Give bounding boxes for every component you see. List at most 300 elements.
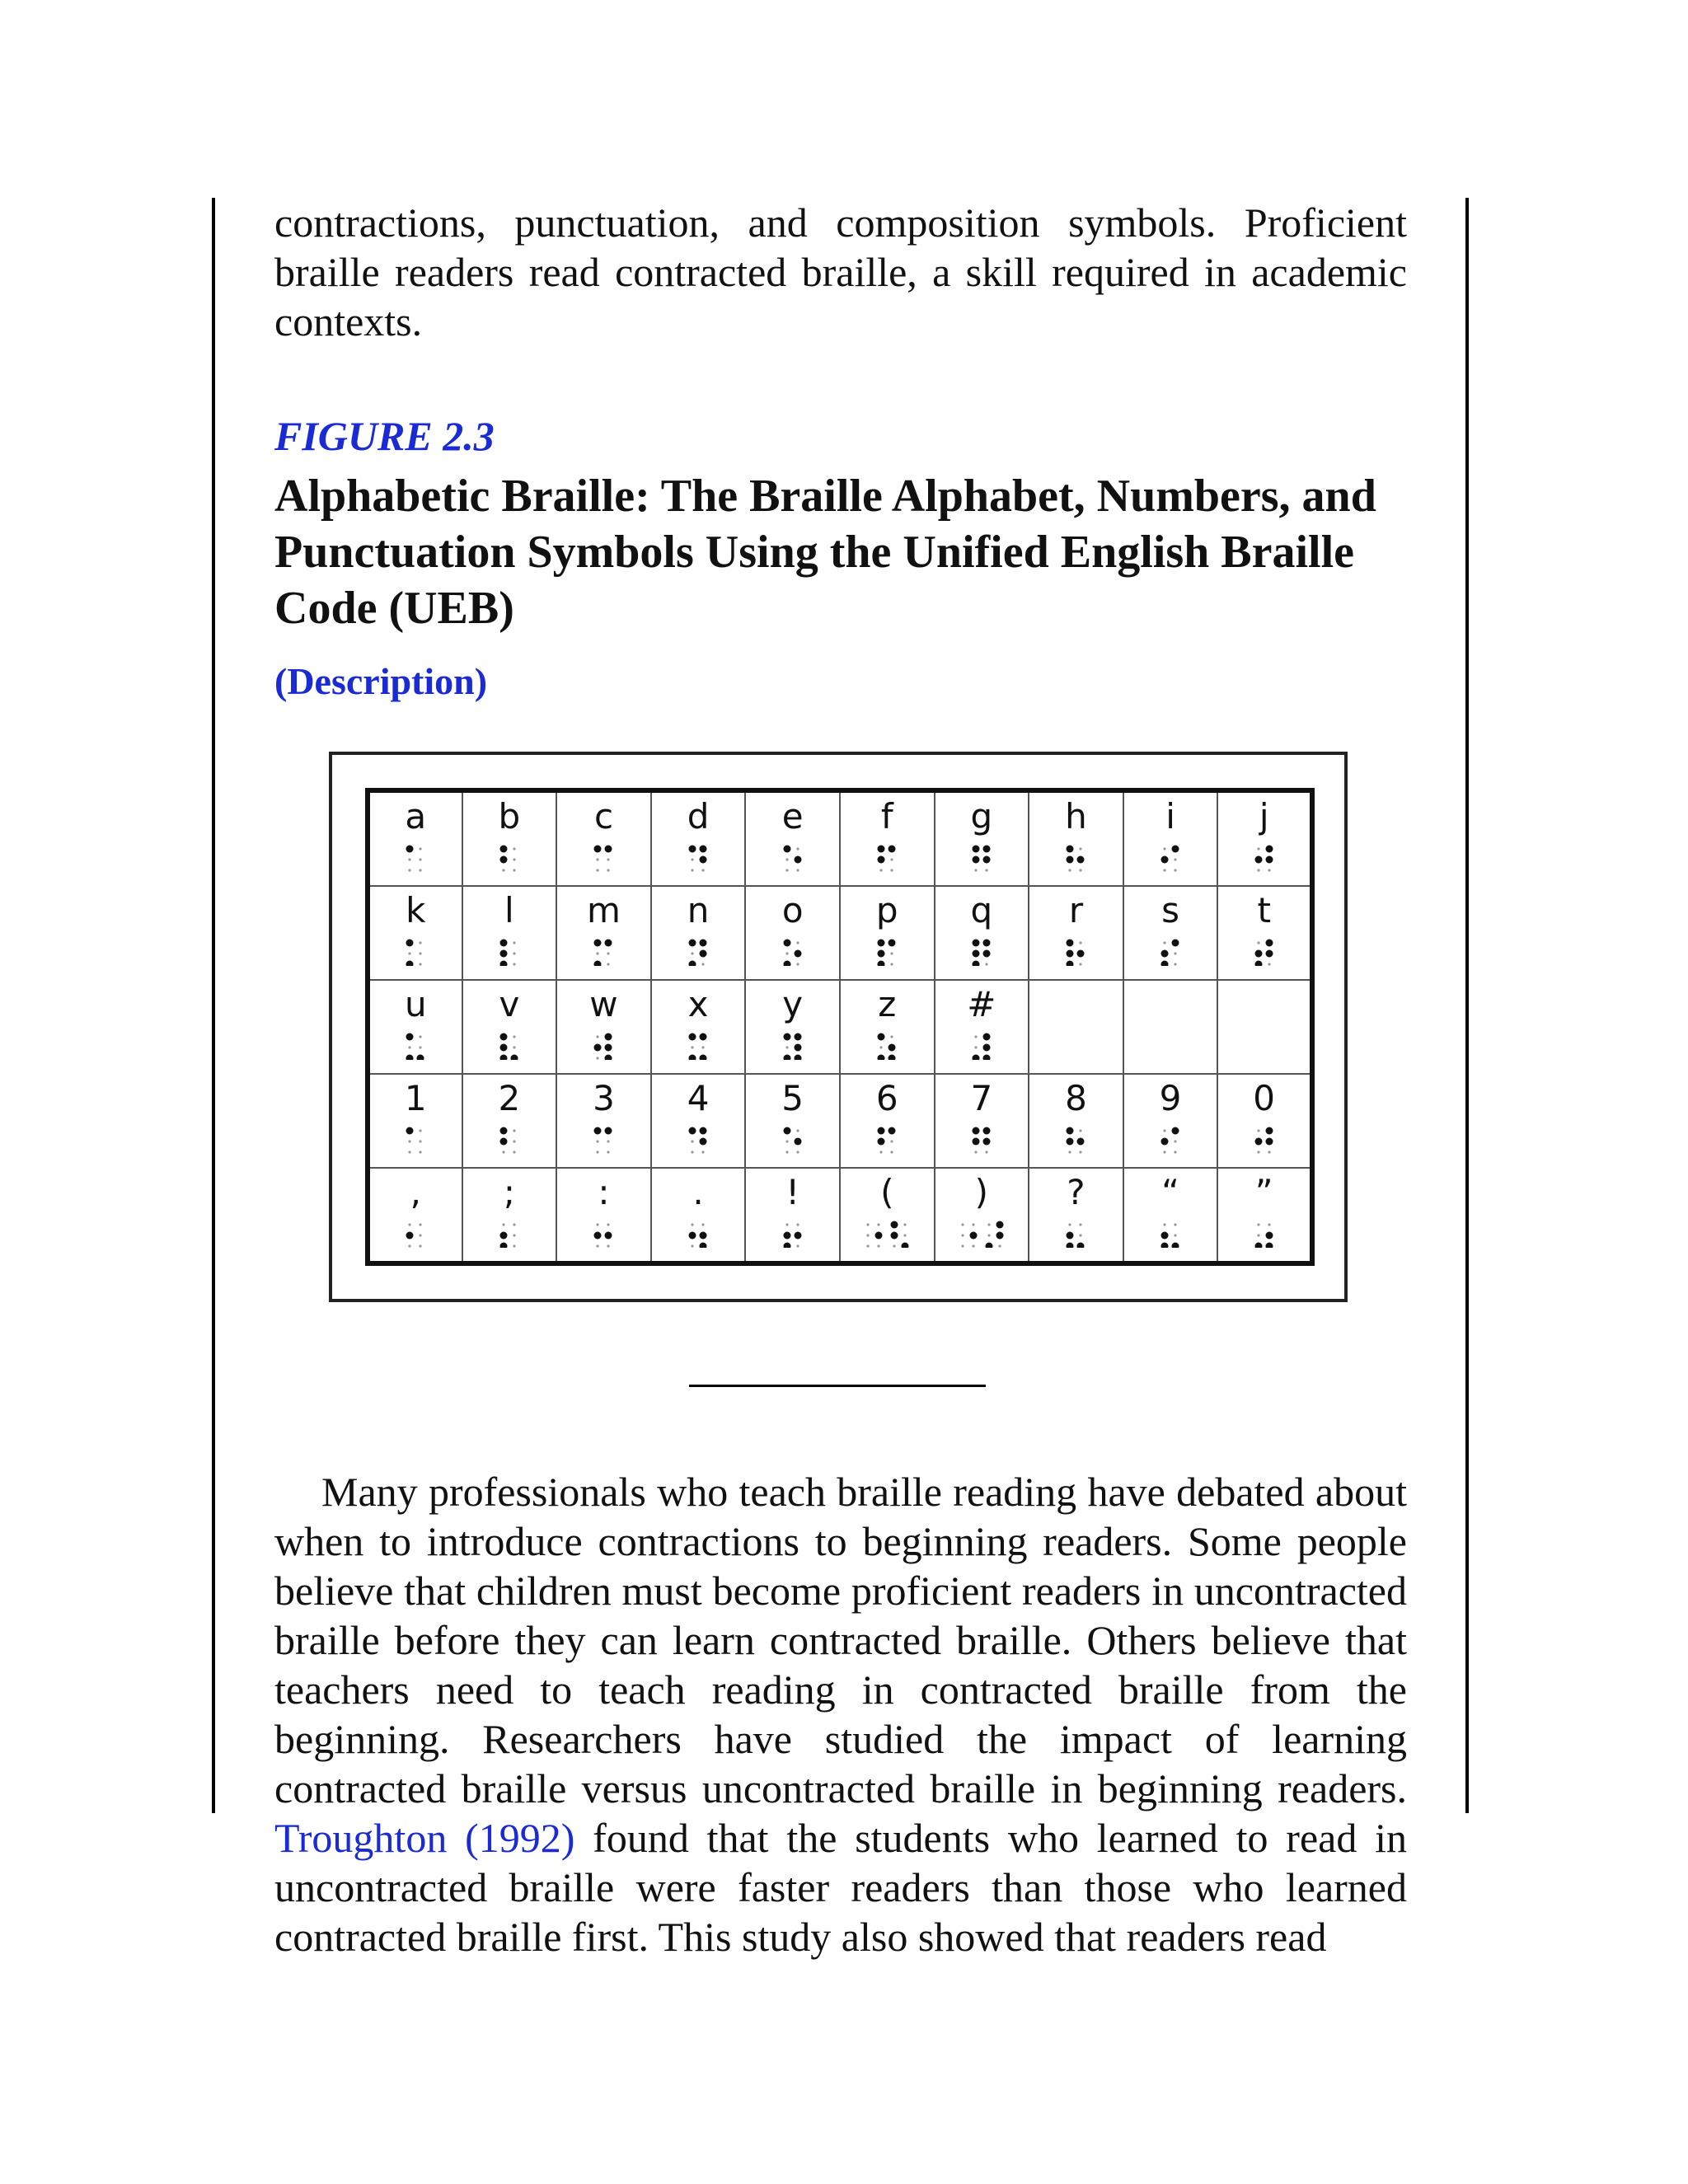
braille-dot-flat (701, 1223, 704, 1226)
braille-dot-raised (982, 1127, 990, 1134)
braille-glyph: m (587, 890, 621, 931)
figure-title: Alphabetic Braille: The Braille Alphabet, Numbers, and Punctuation Symbols Using the Unified English Braille Code (UEB) (274, 471, 1376, 634)
braille-dot-flat (597, 1151, 599, 1153)
braille-dot-raised (700, 1242, 707, 1248)
braille-dot-flat (1268, 1223, 1270, 1226)
braille-dot-raised (499, 1044, 507, 1052)
braille-dot-flat (1257, 869, 1259, 871)
braille-table (365, 788, 1315, 1266)
braille-dot-raised (889, 846, 896, 853)
braille-glyph: w (589, 984, 618, 1025)
braille-dot-raised (689, 1231, 696, 1239)
braille-dot-flat (607, 1244, 610, 1247)
braille-glyph: l (504, 890, 514, 931)
braille-dot-raised (1067, 940, 1074, 947)
braille-dot-raised (794, 1044, 801, 1052)
braille-cell (556, 886, 651, 980)
braille-dot-raised (1172, 940, 1179, 947)
braille-cell (368, 790, 462, 886)
braille-dot-raised (1067, 846, 1074, 853)
top-paragraph-block (274, 198, 1407, 346)
braille-dot-raised (783, 1242, 790, 1248)
braille-cell (556, 980, 651, 1074)
braille-dot-flat (796, 942, 799, 944)
braille-dot-flat (796, 1244, 799, 1247)
braille-dot-flat (513, 1223, 515, 1226)
braille-dot-flat (420, 1140, 422, 1142)
braille-dot-flat (420, 942, 422, 944)
braille-glyph: : (598, 1171, 610, 1212)
braille-glyph: b (498, 796, 521, 837)
braille-dot-raised (605, 1127, 612, 1134)
braille-dot-flat (420, 1234, 422, 1236)
braille-pattern (687, 1126, 709, 1154)
braille-dot-flat (785, 953, 788, 955)
braille-glyph: ; (503, 1171, 515, 1212)
braille-dot-flat (867, 1223, 870, 1226)
braille-glyph: # (967, 984, 996, 1025)
braille-dot-raised (499, 856, 507, 864)
braille-glyph: 6 (875, 1077, 898, 1118)
braille-dot-flat (974, 1151, 977, 1153)
braille-pattern (1254, 844, 1275, 872)
braille-dot-raised (1254, 961, 1262, 967)
braille-dot-flat (701, 869, 704, 871)
braille-dot-flat (880, 1046, 883, 1048)
braille-dot-raised (499, 1242, 507, 1248)
braille-dot-flat (878, 1244, 880, 1247)
braille-dot-flat (502, 1151, 504, 1153)
braille-glyph: 8 (1065, 1077, 1087, 1118)
braille-pattern (876, 1126, 898, 1154)
braille-cell (1217, 1074, 1312, 1168)
braille-dot-raised (594, 1231, 602, 1239)
braille-dot-raised (1161, 1137, 1169, 1145)
braille-dot-raised (1077, 1137, 1085, 1145)
braille-dot-flat (1163, 1151, 1165, 1153)
braille-cell (745, 980, 840, 1074)
braille-cell (556, 1074, 651, 1168)
braille-dot-flat (785, 858, 788, 860)
braille-dot-flat (409, 953, 411, 955)
braille-dot-flat (880, 869, 883, 871)
braille-dot-raised (878, 1033, 885, 1041)
braille-dot-flat (420, 869, 422, 871)
braille-pattern (1065, 938, 1086, 966)
braille-dot-raised (878, 940, 885, 947)
braille-dot-flat (691, 858, 693, 860)
braille-cell (462, 790, 557, 886)
braille-cell (368, 1168, 462, 1263)
braille-dot-raised (783, 961, 790, 967)
braille-cell (1217, 790, 1312, 886)
braille-dot-raised (499, 1055, 507, 1061)
braille-dot-flat (1174, 858, 1176, 860)
braille-cell (1123, 1074, 1218, 1168)
section-divider (689, 1385, 986, 1387)
braille-dot-flat (597, 1057, 599, 1059)
braille-dot-flat (904, 1234, 907, 1236)
braille-dot-flat (998, 1244, 1001, 1247)
braille-dot-raised (1172, 846, 1179, 853)
main-paragraph (274, 1467, 1407, 1961)
braille-cell (651, 1074, 746, 1168)
braille-pattern (405, 938, 426, 966)
braille-dot-raised (1254, 856, 1262, 864)
braille-glyph: y (782, 984, 804, 1025)
braille-cell (840, 980, 935, 1074)
braille-pattern (1254, 1126, 1275, 1154)
braille-pattern (1065, 844, 1086, 872)
braille-cell (745, 1168, 840, 1263)
braille-dot-raised (972, 1137, 979, 1145)
braille-pattern (876, 938, 898, 966)
braille-dot-flat (1257, 847, 1259, 850)
top-paragraph: contractions, punctuation, and composition symbols. Proficient braille readers read contracted braille, a skill required in academic contexts. (274, 199, 1407, 344)
braille-dot-raised (689, 1033, 696, 1041)
braille-dot-flat (1080, 1129, 1082, 1132)
braille-dot-flat (1080, 1223, 1082, 1226)
braille-dot-raised (889, 1127, 896, 1134)
figure-label: FIGURE 2.3 (274, 413, 495, 459)
braille-dot-raised (1254, 950, 1262, 958)
braille-dot-raised (972, 940, 979, 947)
braille-dot-flat (607, 869, 610, 871)
braille-dot-flat (420, 1244, 422, 1247)
braille-dot-raised (1265, 940, 1273, 947)
braille-glyph (1029, 986, 1123, 1027)
braille-dot-raised (594, 1044, 602, 1052)
braille-dot-flat (513, 1151, 515, 1153)
braille-dot-flat (1069, 1223, 1071, 1226)
braille-dot-raised (1254, 1242, 1262, 1248)
braille-dot-raised (1265, 846, 1273, 853)
main-paragraph-block (274, 1467, 1407, 1961)
braille-dot-flat (961, 1244, 964, 1247)
braille-dot-raised (982, 950, 990, 958)
braille-pattern (405, 1032, 426, 1060)
braille-pattern (971, 844, 992, 872)
braille-glyph: 2 (498, 1077, 521, 1118)
braille-dot-flat (1163, 942, 1165, 944)
braille-cell (745, 790, 840, 886)
citation-link[interactable]: Troughton (1992) (274, 1815, 575, 1861)
right-margin-rule (1465, 198, 1469, 1813)
braille-dot-flat (420, 1151, 422, 1153)
braille-dot-flat (1174, 953, 1176, 955)
braille-pattern (593, 938, 614, 966)
braille-cell (651, 1168, 746, 1263)
braille-glyph: j (1259, 796, 1269, 837)
braille-dot-flat (974, 1035, 977, 1038)
braille-row (368, 1168, 1312, 1263)
braille-pattern (782, 938, 804, 966)
braille-dot-flat (420, 858, 422, 860)
braille-dot-raised (891, 1221, 898, 1228)
braille-dot-raised (794, 856, 801, 864)
braille-dot-flat (409, 869, 411, 871)
braille-pattern (499, 844, 520, 872)
braille-dot-flat (1268, 869, 1270, 871)
braille-dot-raised (1067, 1137, 1074, 1145)
braille-dot-flat (796, 847, 799, 850)
braille-dot-flat (961, 1223, 964, 1226)
braille-dot-raised (689, 961, 696, 967)
braille-dot-raised (794, 1033, 801, 1041)
braille-dot-raised (700, 950, 707, 958)
braille-dot-flat (409, 1223, 411, 1226)
braille-glyph: 5 (781, 1077, 804, 1118)
braille-pattern (1160, 1220, 1181, 1248)
braille-dot-flat (796, 1151, 799, 1153)
braille-dot-flat (785, 1223, 788, 1226)
braille-dot-flat (1080, 869, 1082, 871)
braille-dot-raised (689, 1127, 696, 1134)
left-margin-rule (212, 198, 215, 1813)
braille-glyph: r (1068, 890, 1084, 931)
braille-glyph: d (687, 796, 710, 837)
braille-dot-flat (785, 1140, 788, 1142)
braille-dot-flat (513, 942, 515, 944)
braille-dot-raised (878, 856, 885, 864)
braille-glyph: . (692, 1171, 704, 1212)
braille-dot-flat (891, 1035, 893, 1038)
braille-dot-flat (513, 1035, 515, 1038)
braille-dot-flat (513, 1234, 515, 1236)
braille-dot-raised (499, 846, 507, 853)
braille-dot-flat (513, 953, 515, 955)
braille-cell (651, 980, 746, 1074)
braille-dot-flat (607, 1151, 610, 1153)
braille-dot-raised (499, 1127, 507, 1134)
braille-glyph: i (1165, 796, 1175, 837)
braille-pattern (593, 1032, 614, 1060)
braille-dot-raised (417, 1055, 424, 1061)
braille-glyph: x (687, 984, 709, 1025)
braille-cell (1123, 1168, 1218, 1263)
braille-pattern (971, 1126, 992, 1154)
braille-cell (1217, 1168, 1312, 1263)
braille-pattern (876, 1032, 898, 1060)
braille-dot-flat (1268, 963, 1270, 966)
braille-dot-raised (406, 1127, 414, 1134)
braille-dot-raised (510, 1055, 518, 1061)
braille-pattern (1160, 844, 1181, 872)
braille-glyph: q (970, 890, 993, 931)
braille-dot-flat (691, 1244, 693, 1247)
braille-dot-raised (1161, 950, 1169, 958)
braille-dot-raised (406, 961, 414, 967)
braille-dot-flat (972, 1244, 974, 1247)
braille-dot-flat (891, 1140, 893, 1142)
braille-cell (935, 790, 1029, 886)
braille-dot-raised (1067, 950, 1074, 958)
braille-pattern (405, 1220, 426, 1248)
braille-cell (840, 1074, 935, 1168)
braille-dot-raised (700, 1231, 707, 1239)
braille-glyph: 1 (404, 1077, 427, 1118)
braille-dot-raised (499, 961, 507, 967)
braille-dot-raised (1265, 1137, 1273, 1145)
braille-cell (651, 790, 746, 886)
braille-dot-raised (406, 1055, 414, 1061)
braille-dot-raised (982, 940, 990, 947)
braille-dot-flat (1174, 963, 1176, 966)
braille-dot-flat (597, 858, 599, 860)
braille-cell (1123, 886, 1218, 980)
braille-cell (935, 980, 1029, 1074)
braille-dot-flat (1069, 869, 1071, 871)
braille-glyph: u (404, 984, 427, 1025)
braille-dot-flat (987, 1223, 990, 1226)
braille-dot-flat (1163, 1223, 1165, 1226)
braille-dot-raised (1077, 856, 1085, 864)
braille-dot-flat (1257, 1129, 1259, 1132)
braille-glyph: o (781, 890, 804, 931)
braille-pattern (499, 1032, 520, 1060)
braille-dot-flat (867, 1244, 870, 1247)
braille-dot-flat (987, 1234, 990, 1236)
braille-glyph: h (1065, 796, 1087, 837)
braille-dot-raised (996, 1221, 1003, 1228)
braille-cell (368, 1074, 462, 1168)
braille-cell (1029, 1074, 1123, 1168)
braille-dot-flat (1080, 847, 1082, 850)
braille-dot-raised (406, 846, 414, 853)
braille-dot-flat (607, 953, 610, 955)
braille-dot-raised (794, 950, 801, 958)
braille-dot-raised (878, 950, 885, 958)
braille-dot-raised (794, 1137, 801, 1145)
braille-dot-raised (1172, 1127, 1179, 1134)
braille-dot-raised (972, 961, 979, 967)
braille-pattern (782, 1220, 804, 1248)
braille-pattern (782, 1032, 804, 1060)
braille-glyph: 0 (1253, 1077, 1276, 1118)
braille-dot-raised (605, 1033, 612, 1041)
braille-dot-flat (1174, 1223, 1176, 1226)
braille-dot-flat (1163, 869, 1165, 871)
braille-dot-raised (889, 1055, 896, 1061)
braille-dot-raised (594, 940, 602, 947)
braille-dot-flat (420, 963, 422, 966)
braille-pattern (1160, 938, 1181, 966)
braille-dot-flat (513, 847, 515, 850)
braille-dot-raised (878, 1127, 885, 1134)
braille-pattern (499, 1126, 520, 1154)
main-paragraph-part2: found that the students who learned to read in uncontracted braille were faster readers than those who learned contracted braille first. This study also showed that readers read (274, 1815, 1407, 1960)
braille-dot-raised (794, 1231, 801, 1239)
braille-dot-flat (785, 1151, 788, 1153)
braille-dot-raised (406, 1231, 414, 1239)
braille-dot-flat (867, 1234, 870, 1236)
braille-dot-flat (597, 1140, 599, 1142)
braille-glyph: z (878, 984, 897, 1025)
braille-cell (462, 886, 557, 980)
braille-dot-raised (605, 846, 612, 853)
braille-dot-flat (891, 963, 893, 966)
braille-pattern (1160, 1126, 1181, 1154)
braille-dot-raised (875, 1231, 883, 1239)
braille-cell (745, 886, 840, 980)
braille-glyph: 4 (687, 1077, 710, 1118)
braille-dot-flat (891, 953, 893, 955)
braille-dot-raised (1265, 1242, 1273, 1248)
braille-dot-raised (1161, 1231, 1169, 1239)
braille-dot-raised (1254, 1137, 1262, 1145)
braille-dot-raised (1161, 856, 1169, 864)
braille-cell (462, 980, 557, 1074)
braille-dot-raised (605, 1055, 612, 1061)
braille-dot-flat (513, 1140, 515, 1142)
braille-dot-flat (691, 1223, 693, 1226)
braille-pattern (687, 1220, 709, 1248)
braille-dot-raised (972, 1127, 979, 1134)
braille-dot-flat (513, 1046, 515, 1048)
braille-dot-flat (513, 1244, 515, 1247)
braille-cell (462, 1168, 557, 1263)
braille-dot-raised (889, 940, 896, 947)
braille-dot-flat (409, 1140, 411, 1142)
braille-cell (1123, 980, 1218, 1074)
figure-description-link[interactable]: (Description) (274, 660, 488, 702)
braille-row (368, 886, 1312, 980)
braille-dot-raised (1067, 856, 1074, 864)
braille-dot-flat (513, 858, 515, 860)
braille-pattern (1065, 1220, 1086, 1248)
braille-dot-flat (691, 1151, 693, 1153)
braille-dot-raised (1161, 1242, 1169, 1248)
braille-dot-flat (891, 858, 893, 860)
braille-cell (1029, 980, 1123, 1074)
braille-pattern (405, 844, 426, 872)
braille-dot-raised (1067, 1127, 1074, 1134)
braille-dot-raised (499, 1033, 507, 1041)
braille-dot-flat (904, 1223, 907, 1226)
braille-dot-flat (785, 1046, 788, 1048)
braille-dot-flat (597, 1244, 599, 1247)
main-paragraph-part1: Many professionals who teach braille reading have debated about when to introduce contractions to beginning readers. Some people believe that children must become proficient readers in uncontracted braille before they can learn contracted braille. Others believe that teachers need to teach reading in contracted braille from the beginning. Researchers have studied the impact of learning contracted braille versus uncontracted braille in beginning readers. (274, 1469, 1407, 1811)
braille-dot-flat (409, 1244, 411, 1247)
braille-pattern (687, 1032, 709, 1060)
braille-dot-flat (513, 869, 515, 871)
braille-dot-flat (597, 1035, 599, 1038)
braille-dot-flat (691, 953, 693, 955)
braille-dot-raised (700, 846, 707, 853)
braille-cell (935, 1074, 1029, 1168)
braille-dot-flat (878, 1223, 880, 1226)
braille-dot-flat (607, 963, 610, 966)
braille-glyph: ? (1067, 1171, 1085, 1212)
braille-dot-flat (409, 858, 411, 860)
braille-dot-flat (420, 953, 422, 955)
braille-dot-flat (974, 869, 977, 871)
braille-dot-flat (502, 869, 504, 871)
braille-dot-raised (794, 1055, 801, 1061)
braille-pattern (593, 1220, 614, 1248)
braille-dot-flat (893, 1244, 896, 1247)
braille-glyph: 9 (1159, 1077, 1182, 1118)
braille-dot-flat (972, 1223, 974, 1226)
braille-cell (840, 1168, 935, 1263)
braille-dot-raised (689, 940, 696, 947)
braille-dot-raised (1067, 961, 1074, 967)
braille-dot-raised (1172, 1242, 1179, 1248)
braille-glyph: “ (1161, 1171, 1179, 1212)
braille-dot-raised (783, 1231, 790, 1239)
braille-cell (1029, 790, 1123, 886)
braille-pattern (958, 1220, 1006, 1248)
